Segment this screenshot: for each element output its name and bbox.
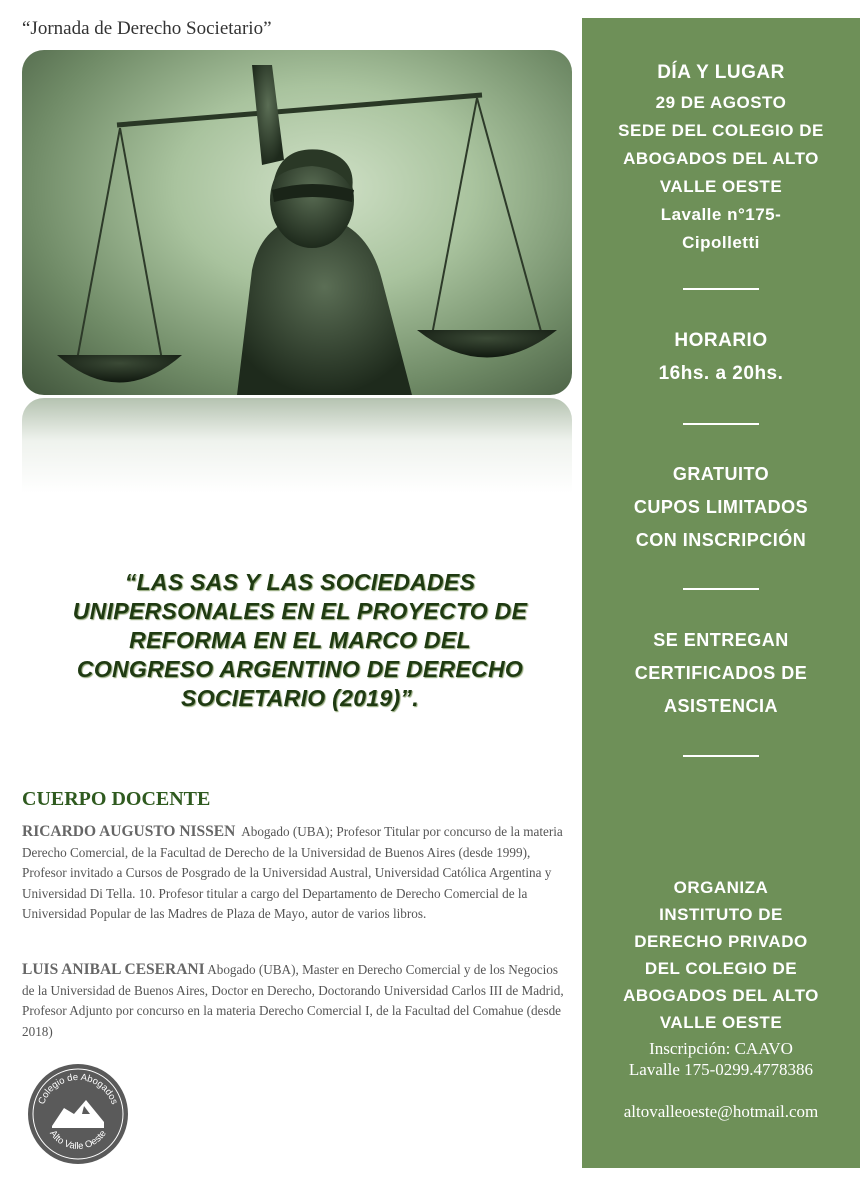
place-heading: DÍA Y LUGAR [657, 62, 785, 83]
divider [683, 755, 759, 757]
inscription-text: Inscripción: CAAVO [649, 1039, 793, 1058]
certificates-line: CERTIFICADOS DE [634, 663, 808, 683]
organizer-line: DERECHO PRIVADO [634, 932, 808, 951]
faculty-member-bio [22, 822, 572, 925]
place-line: ABOGADOS DEL ALTO [623, 149, 819, 168]
place-line: Cipolletti [682, 233, 760, 252]
logo-bottom-text: Alto Valle Oeste [47, 1128, 109, 1153]
schedule-section [582, 324, 860, 390]
colegio-abogados-logo [26, 1062, 130, 1166]
schedule-heading: HORARIO [674, 330, 768, 351]
contact-email: altovalleoeste@hotmail.com [623, 1102, 819, 1121]
registration-line: GRATUITO [672, 464, 770, 484]
address-phone-text: Lavalle 175-0299.4778386 [628, 1060, 814, 1079]
faculty-member-bio [22, 960, 572, 1042]
divider [683, 423, 759, 425]
place-line: VALLE OESTE [659, 177, 783, 196]
logo-seal [26, 1062, 130, 1166]
organizer-line: INSTITUTO DE [659, 905, 783, 924]
registration-line: CUPOS LIMITADOS [633, 497, 809, 517]
divider [683, 588, 759, 590]
event-info-sidebar [582, 18, 860, 1168]
hero-image-reflection [22, 398, 572, 493]
certificates-line: ASISTENCIA [663, 696, 778, 716]
schedule-value: 16hs. a 20hs. [658, 363, 784, 384]
organizer-section [582, 874, 860, 1036]
registration-section [582, 458, 860, 557]
organizer-line: DEL COLEGIO DE [644, 959, 798, 978]
faculty-member-name: RICARDO AUGUSTO NISSEN [22, 823, 236, 840]
faculty-member-name: LUIS ANIBAL CESERANI [22, 961, 205, 978]
certificates-line: SE ENTREGAN [653, 630, 789, 650]
divider [683, 288, 759, 290]
contact-section [582, 1038, 860, 1122]
headline-line: UNIPERSONALES EN EL PROYECTO DE [72, 598, 528, 624]
organizer-line: ORGANIZA [673, 878, 769, 897]
justice-statue-illustration [22, 50, 572, 395]
place-line: SEDE DEL COLEGIO DE [618, 121, 824, 140]
headline-line: “LAS SAS Y LAS SOCIEDADES [124, 569, 476, 595]
registration-line: CON INSCRIPCIÓN [635, 530, 807, 550]
organizer-line: VALLE OESTE [659, 1013, 783, 1032]
faculty-member-description: Abogado (UBA); Profesor Titular por concurso de la materia Derecho Comercial, de la Facultad de Derecho de la Universidad de Buenos Aires (desde 1999), Profesor invitado a Cursos de Posgrado de la Universidad Austral, Universidad Católica Argentina y Universidad Di Tella. 10. Profesor titular a cargo del Departamento de Derecho Comercial de la Universidad Popular de las Madres de Plaza de Mayo, autor de varios libros. [22, 824, 563, 922]
logo-top-text: Colegio de Abogados [36, 1071, 120, 1107]
place-line: 29 DE AGOSTO [655, 93, 787, 112]
headline-line: SOCIETARIO (2019)”. [181, 685, 419, 711]
certificates-section [582, 624, 860, 723]
headline-line: CONGRESO ARGENTINO DE DERECHO [76, 656, 524, 682]
event-headline [30, 568, 570, 713]
organizer-line: ABOGADOS DEL ALTO [623, 986, 819, 1005]
place-line: Lavalle n°175- [660, 205, 782, 224]
headline-line: REFORMA EN EL MARCO DEL [129, 627, 471, 653]
faculty-member-description: Abogado (UBA), Master en Derecho Comercial y de los Negocios de la Universidad de Buenos Aires, Doctor en Derecho, Doctorando Universidad Carlos III de Madrid, Profesor Adjunto por concurso en la materia Derecho Comercial I, de la Facultad del Comahue (desde 2018) [22, 962, 564, 1039]
place-section [582, 56, 860, 257]
page-title: “Jornada de Derecho Societario” [22, 18, 272, 39]
faculty-heading: CUERPO DOCENTE [22, 788, 211, 810]
hero-image-justice-statue [22, 50, 572, 395]
